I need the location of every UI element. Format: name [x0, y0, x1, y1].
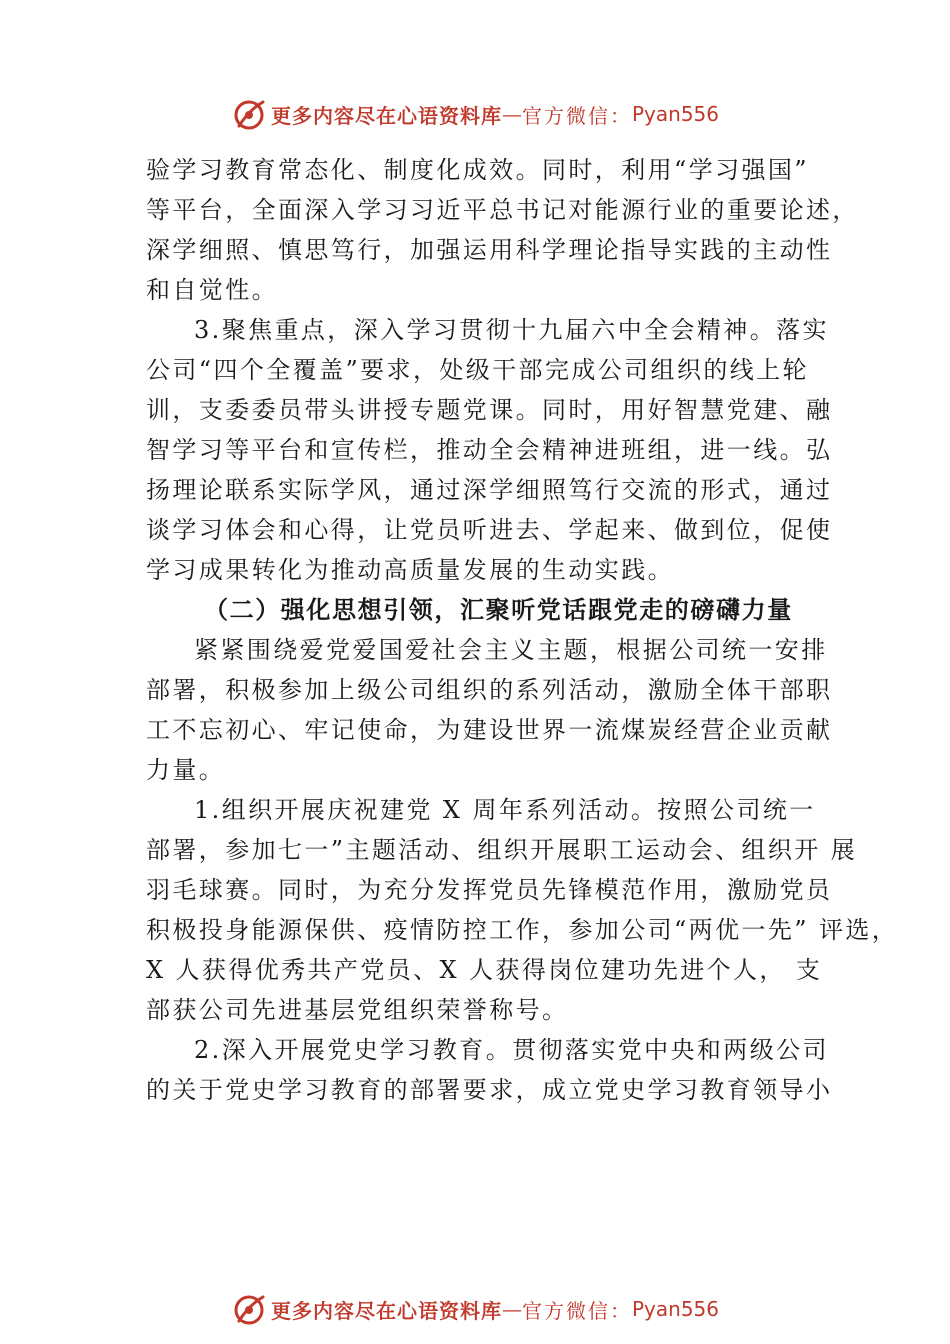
document-body — [146, 150, 899, 1110]
text-line: 工不忘初心、牢记使命，为建设世界一流煤炭经营企业贡献 — [146, 716, 833, 744]
text-line: 扬理论联系实际学风，通过深学细照笃行交流的形式，通过 — [146, 476, 833, 504]
watermark-separator: — — [501, 102, 522, 126]
text-line: 力量。 — [146, 756, 226, 784]
text-line: X 人获得优秀共产党员、X 人获得岗位建功先进个人， 支 — [146, 956, 823, 984]
text-line: 部署，参加七一”主题活动、组织开展职工运动会、组织开 展 — [146, 836, 858, 864]
text-line: 深学细照、慎思笃行，加强运用科学理论指导实践的主动性 — [146, 236, 833, 264]
watermark-footer — [0, 1289, 950, 1329]
text-line: 和自觉性。 — [146, 276, 278, 304]
text-line: 羽毛球赛。同时，为充分发挥党员先锋模范作用，激励党员 — [146, 876, 833, 904]
text-line: 部获公司先进基层党组织荣誉称号。 — [146, 996, 569, 1024]
brush-circle-logo-icon — [231, 96, 267, 132]
text-line: 公司“四个全覆盖”要求，处级干部完成公司组织的线上轮 — [146, 356, 809, 384]
text-line: 训，支委委员带头讲授专题党课。同时，用好智慧党建、融 — [146, 396, 833, 424]
text-line: 谈学习体会和心得，让党员听进去、学起来、做到位，促使 — [146, 516, 833, 544]
text-line: 智学习等平台和宣传栏，推动全会精神进班组，进一线。弘 — [146, 436, 833, 464]
watermark-brand: 更多内容尽在心语资料库 — [270, 1298, 502, 1323]
text-line: 学习成果转化为推动高质量发展的生动实践。 — [146, 556, 674, 584]
text-line: 3.聚焦重点，深入学习贯彻十九届六中全会精神。落实 — [194, 316, 829, 344]
text-line: 的关于党史学习教育的部署要求，成立党史学习教育领导小 — [146, 1076, 833, 1104]
brush-circle-logo-icon — [231, 1291, 267, 1327]
watermark-wechat-id: Pyan556 — [631, 1297, 719, 1321]
watermark-wechat-id: Pyan556 — [631, 102, 719, 126]
text-line: 等平台，全面深入学习习近平总书记对能源行业的重要论述， — [146, 196, 859, 224]
watermark-wechat-label: 官方微信： — [521, 103, 632, 128]
watermark-wechat-label: 官方微信： — [521, 1298, 632, 1323]
watermark-brand: 更多内容尽在心语资料库 — [270, 103, 502, 128]
text-line: 2.深入开展党史学习教育。贯彻落实党中央和两级公司 — [194, 1036, 829, 1064]
section-heading: （二）强化思想引领，汇聚听党话跟党走的磅礴力量 — [204, 595, 793, 624]
text-line: 验学习教育常态化、制度化成效。同时，利用“学习强国” — [146, 156, 809, 184]
text-line: 积极投身能源保供、疫情防控工作，参加公司“两优一先” 评选， — [146, 916, 899, 944]
watermark-header — [0, 94, 950, 134]
text-line: 紧紧围绕爱党爱国爱社会主义主题，根据公司统一安排 — [194, 636, 828, 664]
watermark-separator: — — [501, 1297, 522, 1321]
text-line: 1.组织开展庆祝建党 X 周年系列活动。按照公司统一 — [194, 796, 816, 824]
text-line: 部署，积极参加上级公司组织的系列活动，激励全体干部职 — [146, 676, 833, 704]
